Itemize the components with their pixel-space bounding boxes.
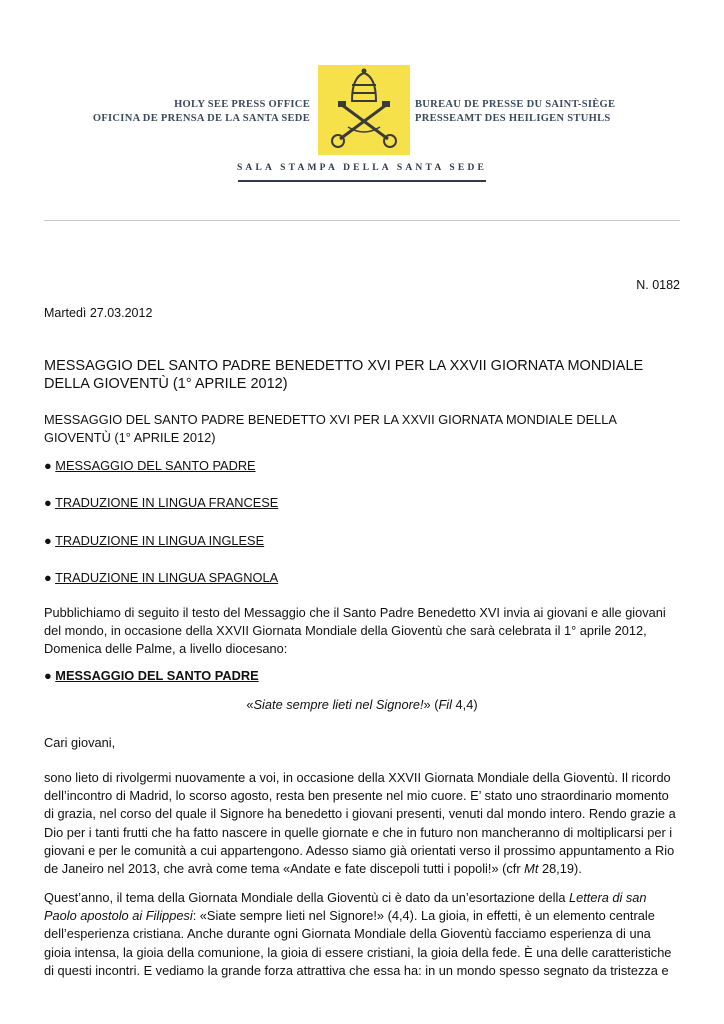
link-spagnola[interactable] (44, 570, 278, 585)
body-paragraph-1 (44, 769, 680, 878)
bullet-icon: ● (44, 668, 52, 683)
link-inglese[interactable] (44, 533, 264, 548)
bullet-icon: ● (44, 570, 52, 585)
sala-underline (238, 180, 486, 182)
p1-text: sono lieto di rivolgermi nuovamente a voi, in occasione della XXVII Giornata Mondiale della Gioventù. Il ricordo dell’incontro di Madrid, lo scorso agosto, resta ben presente nel mio cuore. E’ stato uno straordinario momento di grazia, nel corso del quale il Signore ha benedetto i giovani presenti, venuti dal mondo intero. Rendo grazie a Dio per i tanti frutti che ha fatto nascere in quelle giornate e che in futuro non mancheranno di moltiplicarsi per i giovani e per le comunità a cui appartengono. Adesso siamo già orientati verso il prossimo appuntamento a Rio de Janeiro nel 2013, che avrà come tema «Andate e fate discepoli tutti i popoli!» (cfr (44, 770, 676, 877)
motto-ref-book: Fil (438, 697, 452, 712)
body-paragraph-2 (44, 889, 680, 980)
intro-paragraph: Pubblichiamo di seguito il testo del Messaggio che il Santo Padre Benedetto XVI invia ai giovani e alle giovani del mondo, in occasione della XXVII Giornata Mondiale della Gioventù che sarà celebrata il 1° aprile 2012, Domenica delle Palme, a livello diocesano: (44, 605, 666, 657)
bullet-icon: ● (44, 458, 52, 473)
p1-ref-book: Mt (524, 861, 539, 877)
bullet-icon: ● (44, 495, 52, 510)
bullet-icon: ● (44, 533, 52, 548)
page-subtitle: MESSAGGIO DEL SANTO PADRE BENEDETTO XVI PER LA XXVII GIORNATA MONDIALE DELLA GIOVENTÙ (1° APRILE 2012) (44, 412, 617, 445)
letterhead-left-line1: HOLY SEE PRESS OFFICE (174, 99, 310, 110)
letterhead-right (415, 99, 615, 124)
motto-quote: Siate sempre lieti nel Signore! (253, 697, 424, 712)
link-spagnola-label[interactable]: TRADUZIONE IN LINGUA SPAGNOLA (55, 570, 279, 585)
page-title: MESSAGGIO DEL SANTO PADRE BENEDETTO XVI PER LA XXVII GIORNATA MONDIALE DELLA GIOVENTÙ (1° APRILE 2012) (44, 358, 644, 392)
motto-ref-rest: 4,4) (451, 697, 478, 712)
link-inglese-label[interactable]: TRADUZIONE IN LINGUA INGLESE (55, 533, 265, 548)
holy-see-emblem (318, 65, 410, 155)
motto-line (0, 697, 724, 712)
section-heading-messaggio[interactable] (44, 668, 259, 683)
section-heading-label[interactable]: MESSAGGIO DEL SANTO PADRE (55, 668, 259, 683)
keys-and-tiara-icon (318, 65, 410, 155)
p2-part1: Quest’anno, il tema della Giornata Mondiale della Gioventù ci è dato da un’esortazione della (44, 890, 569, 905)
bulletin-date: Martedì 27.03.2012 (44, 306, 153, 320)
motto-close: » ( (423, 697, 439, 712)
sala-stampa-title: SALA STAMPA DELLA SANTA SEDE (236, 163, 488, 173)
letterhead-right-line1: BUREAU DE PRESSE DU SAINT-SIÈGE (415, 99, 616, 110)
p2-italic: Lettera di san Paolo apostolo ai Filippesi (44, 890, 647, 924)
link-francese[interactable] (44, 495, 278, 510)
letterhead-left (93, 99, 310, 124)
header-divider (44, 220, 680, 221)
motto-open: « (246, 697, 254, 712)
p1-ref-rest: 28,19). (538, 861, 582, 877)
link-messaggio[interactable] (44, 458, 256, 473)
bulletin-number: N. 0182 (636, 278, 680, 292)
link-messaggio-label[interactable]: MESSAGGIO DEL SANTO PADRE (55, 458, 256, 473)
link-francese-label[interactable]: TRADUZIONE IN LINGUA FRANCESE (55, 495, 279, 510)
salutation: Cari giovani, (44, 735, 116, 750)
p2-part2: : «Siate sempre lieti nel Signore!» (4,4). La gioia, in effetti, è un elemento centrale dell’esperienza cristiana. Anche durante ogni Giornata Mondiale della Gioventù facciamo esperienza di una gioia intensa, la gioia della comunione, la gioia di essere cristiani, la gioia della fede. È una delle caratteristiche di questi incontri. E vediamo la grande forza attrattiva che essa ha: in un mondo spesso segnato da tristezza e (44, 908, 672, 978)
letterhead-left-line2: OFICINA DE PRENSA DE LA SANTA SEDE (92, 113, 310, 124)
letterhead-right-line2: PRESSEAMT DES HEILIGEN STUHLS (415, 113, 611, 124)
